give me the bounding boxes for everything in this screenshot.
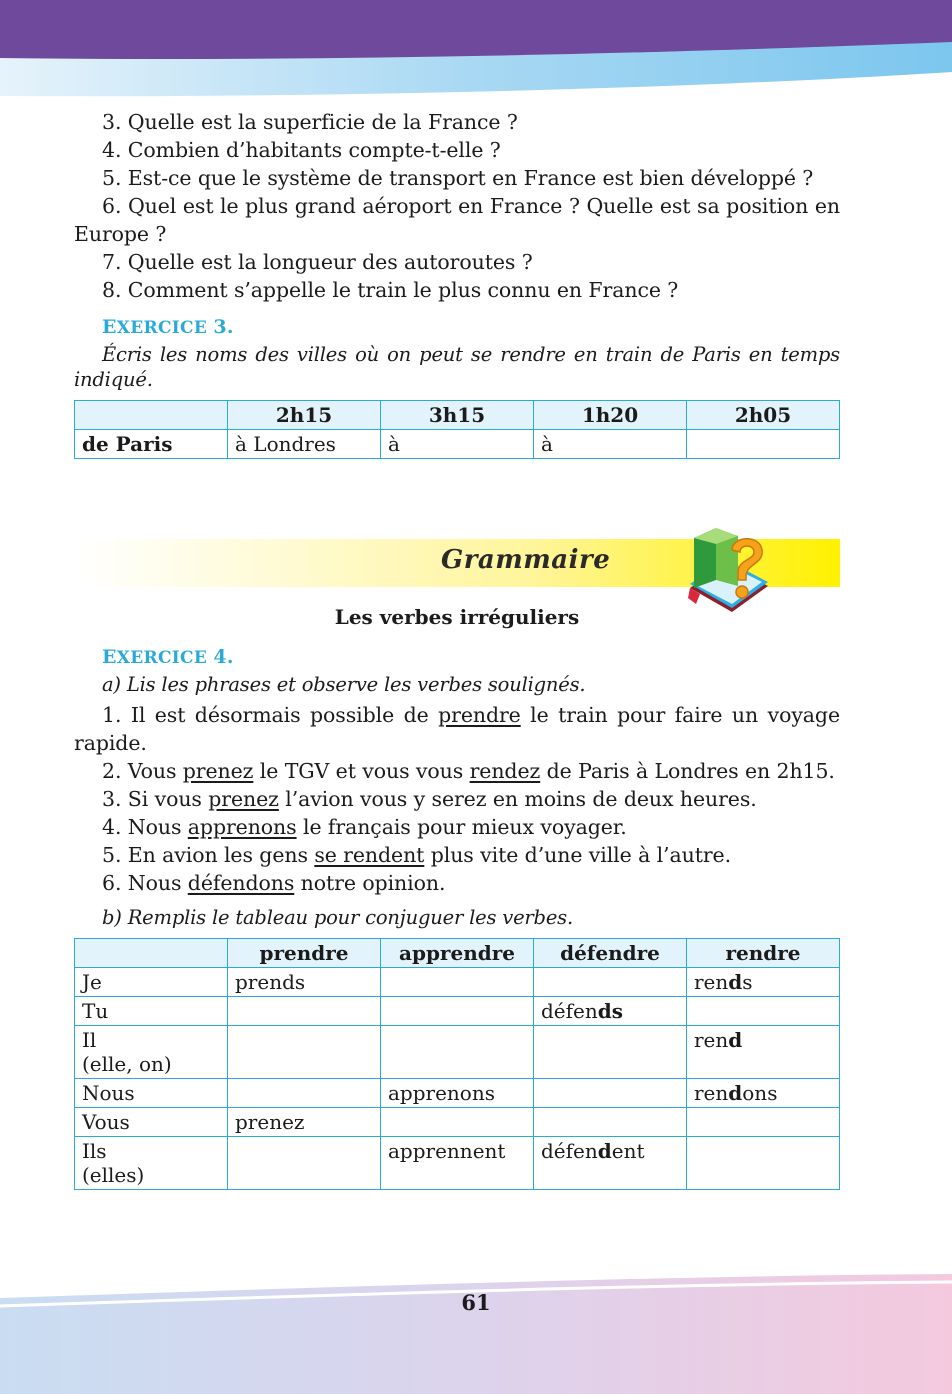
- table-cell: [534, 1108, 687, 1137]
- table-cell: [381, 1137, 534, 1190]
- exercise-3-instruction: Écris les noms des villes où on peut se rendre en train de Paris en temps indiqué.: [74, 343, 840, 391]
- list-item: 4. Nous apprenons le français pour mieux voyager.: [102, 815, 627, 839]
- pronoun-label-extra: (elle, on): [82, 1052, 172, 1076]
- pronoun-label: Nous: [82, 1081, 135, 1105]
- table-cell: [228, 1079, 381, 1108]
- pronoun-cell: [75, 997, 228, 1026]
- table-cell: à: [534, 430, 687, 459]
- page-content: [74, 108, 840, 459]
- table-row: [75, 1137, 840, 1190]
- table-cell: [687, 997, 840, 1026]
- cell-stem: ren: [694, 1028, 729, 1052]
- cell-stem: apprennent: [388, 1139, 506, 1163]
- exercise-4: [74, 646, 840, 1190]
- table-cell: à Londres: [228, 430, 381, 459]
- exercise-3-title: EXERCICE 3.: [102, 316, 234, 338]
- cell-ending-bold: d: [728, 1081, 743, 1105]
- table-cell: [228, 1026, 381, 1079]
- list-item: 2. Vous prenez le TGV et vous vous rendez de Paris à Londres en 2h15.: [102, 759, 835, 783]
- pronoun-label: Tu: [82, 999, 109, 1023]
- pronoun-label: Vous: [82, 1110, 130, 1134]
- pronoun-cell: [75, 1026, 228, 1079]
- header-decoration: [0, 0, 952, 100]
- pronoun-cell: [75, 968, 228, 997]
- table-cell: [534, 1026, 687, 1079]
- pronoun-cell: [75, 1079, 228, 1108]
- list-item: 3. Quelle est la superficie de la France ?: [102, 110, 518, 134]
- conjugation-rows: [75, 968, 840, 1190]
- table-corner: [75, 939, 228, 968]
- list-item: 7. Quelle est la longueur des autoroutes ?: [102, 250, 533, 274]
- table-cell: [381, 968, 534, 997]
- table-cell: [534, 1137, 687, 1190]
- page-number: 61: [461, 1290, 491, 1315]
- table-header: 3h15: [381, 401, 534, 430]
- table-cell: [381, 1108, 534, 1137]
- list-item: 5. Est-ce que le système de transport en France est bien développé ?: [102, 166, 814, 190]
- table-cell: [381, 997, 534, 1026]
- cell-suffix: s: [742, 970, 753, 994]
- table-row: [75, 1079, 840, 1108]
- conjugation-table: [74, 938, 840, 1190]
- cell-ending-bold: d: [728, 970, 743, 994]
- sentence-list: [74, 701, 840, 897]
- table-cell: [534, 1079, 687, 1108]
- cell-stem: défen: [541, 1139, 598, 1163]
- cell-ending-bold: d: [597, 1139, 612, 1163]
- pronoun-label: Il: [82, 1028, 97, 1052]
- table-header: 2h05: [687, 401, 840, 430]
- list-item: 4. Combien d’habitants compte-t-elle ?: [102, 138, 501, 162]
- cell-ending-bold: ds: [597, 999, 624, 1023]
- table-header: prendre: [228, 939, 381, 968]
- table-cell: [381, 1079, 534, 1108]
- cell-stem: ren: [694, 1081, 729, 1105]
- table-corner: [75, 401, 228, 430]
- table-header: apprendre: [381, 939, 534, 968]
- list-item: 8. Comment s’appelle le train le plus connu en France ?: [102, 278, 679, 302]
- table-cell: [228, 1108, 381, 1137]
- exercise-4-part-b: b) Remplis le tableau pour conjuguer les verbes.: [102, 906, 573, 929]
- question-list: [74, 108, 840, 304]
- pronoun-label: Ils: [82, 1139, 107, 1163]
- exercise-3-table: [74, 400, 840, 459]
- cell-stem: ren: [694, 970, 729, 994]
- cell-ending-bold: d: [728, 1028, 743, 1052]
- cell-suffix: ons: [742, 1081, 778, 1105]
- cell-suffix: ent: [611, 1139, 645, 1163]
- table-cell: [687, 1079, 840, 1108]
- table-cell: [687, 1108, 840, 1137]
- pronoun-label-extra: (elles): [82, 1163, 145, 1187]
- table-header: 1h20: [534, 401, 687, 430]
- table-cell: [228, 997, 381, 1026]
- exercise-4-part-a: a) Lis les phrases et observe les verbes soulignés.: [102, 673, 586, 696]
- list-item: 6. Quel est le plus grand aéroport en France ? Quelle est sa position en Europe ?: [74, 194, 840, 246]
- table-cell: [687, 1026, 840, 1079]
- book-question-icon: [680, 514, 772, 614]
- table-row: [75, 1108, 840, 1137]
- list-item: 3. Si vous prenez l’avion vous y serez en moins de deux heures.: [102, 787, 757, 811]
- cell-stem: apprenons: [388, 1081, 495, 1105]
- table-row-label: de Paris: [75, 430, 228, 459]
- table-cell: [228, 1137, 381, 1190]
- table-row: [75, 968, 840, 997]
- table-row: [75, 1026, 840, 1079]
- cell-stem: prenez: [235, 1110, 305, 1134]
- cell-stem: défen: [541, 999, 598, 1023]
- table-cell: à: [381, 430, 534, 459]
- exercise-4-title: EXERCICE 4.: [102, 646, 234, 668]
- list-item: 5. En avion les gens se rendent plus vite d’une ville à l’autre.: [102, 843, 731, 867]
- pronoun-cell: [75, 1137, 228, 1190]
- pronoun-cell: [75, 1108, 228, 1137]
- table-cell: [687, 968, 840, 997]
- table-cell: [687, 430, 840, 459]
- section-subheading: Les verbes irréguliers: [334, 605, 580, 629]
- table-header: défendre: [534, 939, 687, 968]
- list-item: 1. Il est désormais possible de prendre le train pour faire un voyage rapide.: [74, 703, 840, 755]
- table-cell: [534, 968, 687, 997]
- table-header: 2h15: [228, 401, 381, 430]
- pronoun-label: Je: [82, 970, 102, 994]
- footer-decoration: [0, 1270, 952, 1394]
- list-item: 6. Nous défendons notre opinion.: [102, 871, 446, 895]
- table-cell: [228, 968, 381, 997]
- grammar-banner-title: Grammaire: [441, 545, 611, 575]
- table-cell: [381, 1026, 534, 1079]
- table-cell: [687, 1137, 840, 1190]
- table-header: rendre: [687, 939, 840, 968]
- cell-stem: prends: [235, 970, 306, 994]
- table-cell: [534, 997, 687, 1026]
- table-row: [75, 997, 840, 1026]
